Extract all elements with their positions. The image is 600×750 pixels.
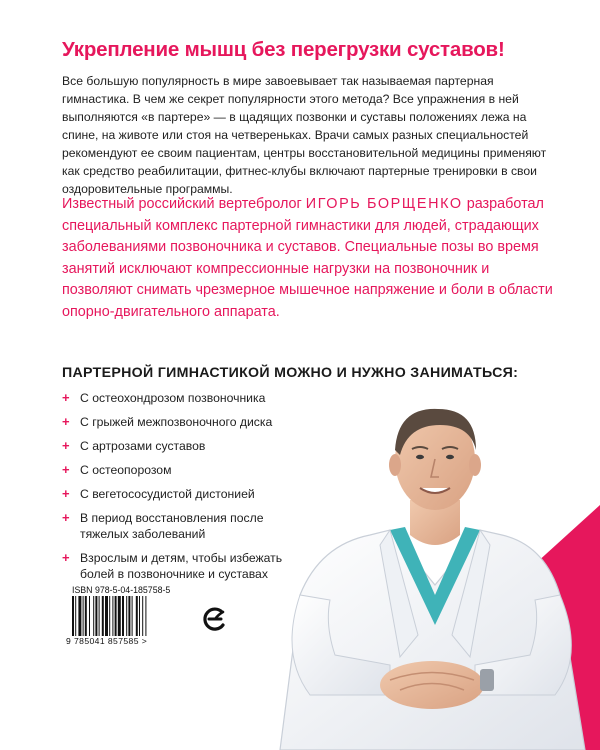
- author-paragraph-lead: Известный российский вертебролог: [62, 196, 306, 212]
- indication-text-line: болей в позвоночнике и суставах: [80, 567, 268, 581]
- plus-bullet-icon: +: [62, 390, 70, 405]
- plus-bullet-icon: +: [62, 414, 70, 429]
- barcode: [70, 596, 174, 636]
- indication-text-line: С остеопорозом: [80, 463, 172, 477]
- indication-text-line: С остеохондрозом позвоночника: [80, 391, 266, 405]
- indication-text-line: тяжелых заболеваний: [80, 527, 206, 541]
- plus-bullet-icon: +: [62, 486, 70, 501]
- indication-text-line: С грыжей межпозвоночного диска: [80, 415, 273, 429]
- plus-bullet-icon: +: [62, 550, 70, 565]
- plus-bullet-icon: +: [62, 510, 70, 525]
- publisher-logo-icon: [200, 604, 230, 634]
- intro-paragraph: Все большую популярность в мире завоевывает так называемая партерная гимнастика. В чем же секрет популярности этого метода? Все упражнения в ней выполняются «в партере» — в щадящих позвонки и суставы положениях лежа на спине, на животе или стоя на четвереньках. Врачи самых разных специальностей рекомендуют ее своим пациентам, центры восстановительной медицины применяют как средство реабилитации, фитнес-клубы включают партерные тренировки в свои оздоровительные программы.: [62, 74, 547, 196]
- author-name: ИГОРЬ БОРЩЕНКО: [305, 196, 463, 212]
- indication-text-line: С вегетососудистой дистонией: [80, 487, 255, 501]
- indication-text-line: Взрослым и детям, чтобы избежать: [80, 551, 283, 565]
- plus-bullet-icon: +: [62, 462, 70, 477]
- headline: Укрепление мышц без перегрузки суставов!: [62, 38, 505, 61]
- indications-title: ПАРТЕРНОЙ ГИМНАСТИКОЙ МОЖНО И НУЖНО ЗАНИМАТЬСЯ:: [62, 365, 519, 381]
- isbn-label: ISBN 978-5-04-185758-5: [72, 585, 171, 595]
- indication-text-line: В период восстановления после: [80, 511, 264, 525]
- indication-text-line: С артрозами суставов: [80, 439, 206, 453]
- author-paragraph: [62, 194, 562, 323]
- doctor-photo: [240, 395, 600, 750]
- plus-bullet-icon: +: [62, 438, 70, 453]
- barcode-digits: 9 785041 857585 >: [66, 636, 148, 646]
- author-paragraph-body: разработал специальный комплекс партерной гимнастики для людей, страдающих заболеваниями позвоночника и суставов. Специальные позы во время занятий исключают компрессионные нагрузки на позвоночник и позволяют снимать чрезмерное мышечное напряжение и боли в области опорно-двигательного аппарата.: [62, 196, 553, 320]
